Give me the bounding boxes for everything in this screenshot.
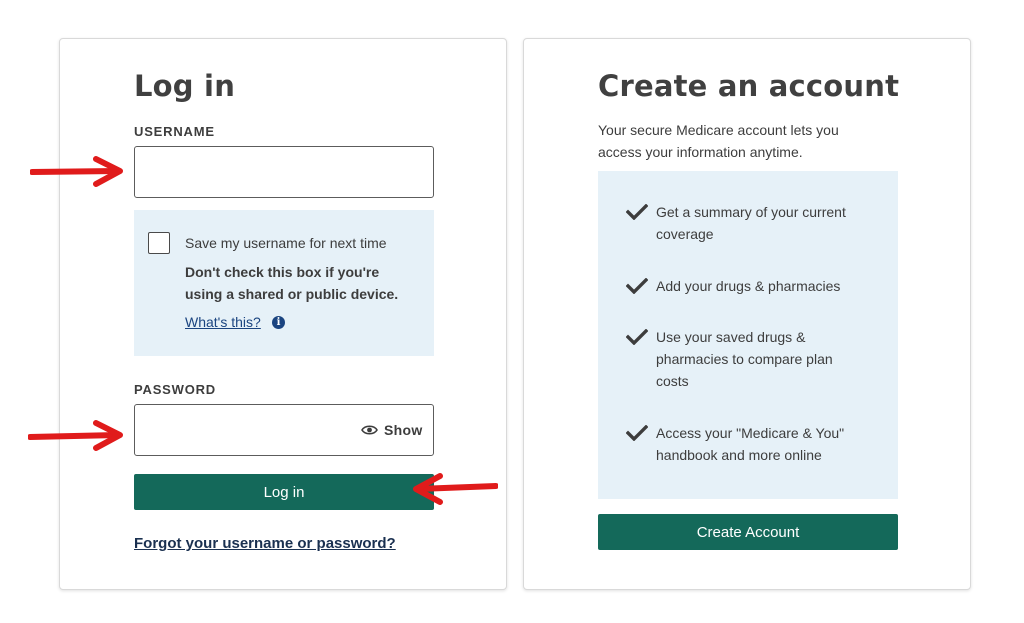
password-label: PASSWORD <box>134 382 216 397</box>
red-arrow-annotation-password <box>28 419 126 453</box>
eye-icon <box>361 424 378 436</box>
create-account-desc-line-2: access your information anytime. <box>598 144 803 160</box>
red-arrow-annotation-login <box>410 472 498 506</box>
check-icon <box>626 425 648 441</box>
benefit-text: Access your "Medicare & You" handbook and more online <box>656 425 845 463</box>
check-icon <box>626 278 648 294</box>
save-username-label: Save my username for next time <box>185 235 387 251</box>
benefit-text: Use your saved drugs & pharmacies to compare plan costs <box>656 329 833 389</box>
save-username-info-box <box>134 210 434 356</box>
username-label: USERNAME <box>134 124 215 139</box>
create-account-button[interactable]: Create Account <box>598 514 898 550</box>
shared-device-warning-line-1: Don't check this box if you're <box>185 264 380 280</box>
login-card <box>59 38 507 590</box>
show-password-label: Show <box>384 422 423 438</box>
create-account-title: Create an account <box>598 69 900 103</box>
info-icon[interactable]: i <box>272 316 285 329</box>
benefit-item <box>626 275 878 297</box>
benefit-text: Get a summary of your current coverage <box>656 204 846 242</box>
forgot-credentials-link[interactable]: Forgot your username or password? <box>134 535 396 552</box>
save-username-checkbox[interactable] <box>148 232 170 254</box>
check-icon <box>626 329 648 345</box>
benefit-item <box>626 201 878 245</box>
login-title: Log in <box>134 69 236 103</box>
login-button[interactable]: Log in <box>134 474 434 510</box>
benefits-list <box>598 171 898 499</box>
shared-device-warning-line-2: using a shared or public device. <box>185 286 399 302</box>
whats-this-link[interactable]: What's this? <box>185 314 261 330</box>
create-account-card <box>523 38 971 590</box>
red-arrow-annotation-username <box>30 155 126 189</box>
show-password-button[interactable] <box>361 422 423 438</box>
check-icon <box>626 204 648 220</box>
username-input[interactable] <box>134 146 434 198</box>
create-account-desc-line-1: Your secure Medicare account lets you <box>598 122 839 138</box>
benefit-text: Add your drugs & pharmacies <box>656 278 841 294</box>
benefit-item <box>626 326 878 392</box>
benefit-item <box>626 422 878 466</box>
